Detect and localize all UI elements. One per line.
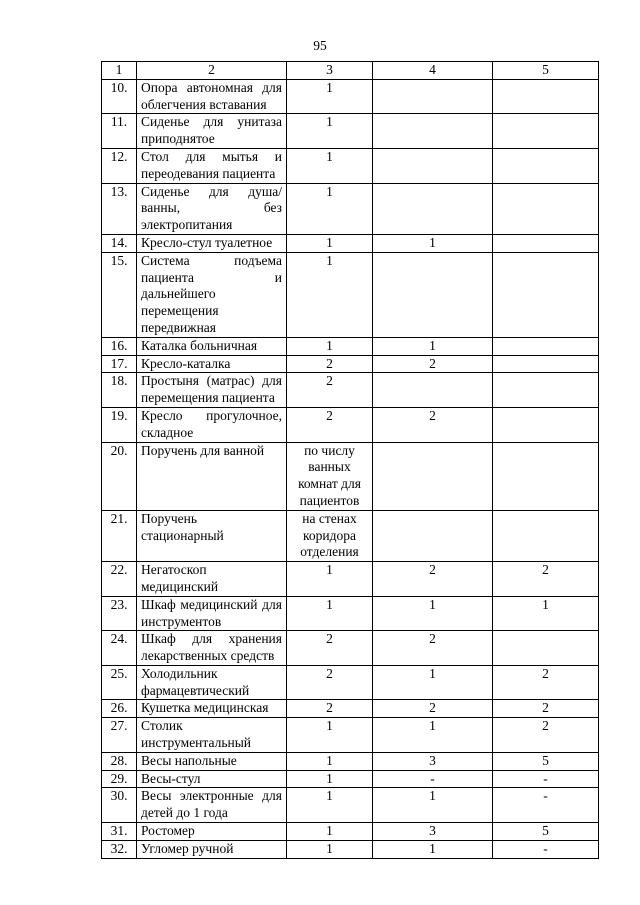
quantity-col4 [373, 114, 493, 149]
table-row [102, 114, 599, 149]
quantity-col5: 2 [493, 700, 599, 718]
item-name: Столик инструментальный [137, 718, 287, 753]
quantity-col4: 1 [373, 665, 493, 700]
quantity-col3: 2 [287, 373, 373, 408]
quantity-col3: 2 [287, 407, 373, 442]
table-row [102, 148, 599, 183]
item-name: Кушетка медицинская [137, 700, 287, 718]
table-row [102, 631, 599, 666]
table-row [102, 252, 599, 337]
quantity-col4: 2 [373, 631, 493, 666]
quantity-col3: на стенах коридора отделения [287, 510, 373, 561]
quantity-col5: 2 [493, 562, 599, 597]
table-row [102, 355, 599, 373]
quantity-col5 [493, 407, 599, 442]
quantity-col5: 5 [493, 752, 599, 770]
quantity-col5 [493, 510, 599, 561]
quantity-col5 [493, 337, 599, 355]
quantity-col5: - [493, 840, 599, 858]
equipment-table [101, 61, 599, 859]
quantity-col5 [493, 234, 599, 252]
row-number: 11. [102, 114, 137, 149]
item-name: Поручень для ванной [137, 442, 287, 510]
quantity-col4: 1 [373, 337, 493, 355]
quantity-col5: 2 [493, 718, 599, 753]
quantity-col4: 3 [373, 752, 493, 770]
column-header: 2 [137, 62, 287, 80]
quantity-col4 [373, 373, 493, 408]
item-name: Сиденье для унитаза приподнятое [137, 114, 287, 149]
quantity-col3: 1 [287, 752, 373, 770]
item-name: Сиденье для душа/ванны, без электропитания [137, 183, 287, 234]
quantity-col3: 2 [287, 700, 373, 718]
row-number: 31. [102, 823, 137, 841]
quantity-col3: 1 [287, 770, 373, 788]
quantity-col4: 1 [373, 596, 493, 631]
table-header-row [102, 62, 599, 80]
quantity-col4: 2 [373, 355, 493, 373]
row-number: 14. [102, 234, 137, 252]
row-number: 28. [102, 752, 137, 770]
quantity-col3: 1 [287, 840, 373, 858]
table-row [102, 337, 599, 355]
row-number: 29. [102, 770, 137, 788]
quantity-col4 [373, 442, 493, 510]
column-header: 3 [287, 62, 373, 80]
item-name: Холодильник фармацевтический [137, 665, 287, 700]
quantity-col3: 1 [287, 79, 373, 114]
quantity-col3: 1 [287, 823, 373, 841]
quantity-col3: 1 [287, 337, 373, 355]
quantity-col3: 2 [287, 355, 373, 373]
quantity-col5: - [493, 788, 599, 823]
item-name: Шкаф медицинский для инструментов [137, 596, 287, 631]
row-number: 16. [102, 337, 137, 355]
quantity-col5 [493, 114, 599, 149]
quantity-col5 [493, 79, 599, 114]
table-row [102, 373, 599, 408]
quantity-col4: 1 [373, 234, 493, 252]
table-row [102, 510, 599, 561]
table-row [102, 788, 599, 823]
quantity-col3: 2 [287, 631, 373, 666]
table-row [102, 183, 599, 234]
table-row [102, 407, 599, 442]
item-name: Опора автономная для облегчения вставания [137, 79, 287, 114]
item-name: Угломер ручной [137, 840, 287, 858]
quantity-col3: 1 [287, 148, 373, 183]
table-row [102, 840, 599, 858]
quantity-col4: 3 [373, 823, 493, 841]
quantity-col3: 1 [287, 183, 373, 234]
item-name: Поручень стационарный [137, 510, 287, 561]
table-row [102, 700, 599, 718]
table-row [102, 234, 599, 252]
table-row [102, 718, 599, 753]
quantity-col5 [493, 631, 599, 666]
quantity-col4: 1 [373, 718, 493, 753]
quantity-col5 [493, 148, 599, 183]
quantity-col3: 1 [287, 252, 373, 337]
table-row [102, 562, 599, 597]
row-number: 21. [102, 510, 137, 561]
quantity-col3: 2 [287, 665, 373, 700]
quantity-col4: 2 [373, 700, 493, 718]
quantity-col3: 1 [287, 114, 373, 149]
quantity-col4: 2 [373, 407, 493, 442]
row-number: 26. [102, 700, 137, 718]
row-number: 25. [102, 665, 137, 700]
item-name: Кресло-стул туалетное [137, 234, 287, 252]
table-row [102, 79, 599, 114]
quantity-col4: - [373, 770, 493, 788]
item-name: Каталка больничная [137, 337, 287, 355]
item-name: Шкаф для хранения лекарственных средств [137, 631, 287, 666]
quantity-col4 [373, 252, 493, 337]
row-number: 23. [102, 596, 137, 631]
quantity-col5: 2 [493, 665, 599, 700]
quantity-col5 [493, 252, 599, 337]
quantity-col3: 1 [287, 788, 373, 823]
item-name: Весы-стул [137, 770, 287, 788]
row-number: 18. [102, 373, 137, 408]
quantity-col5: 1 [493, 596, 599, 631]
column-header: 4 [373, 62, 493, 80]
table-row [102, 596, 599, 631]
quantity-col5 [493, 183, 599, 234]
row-number: 22. [102, 562, 137, 597]
quantity-col3: 1 [287, 596, 373, 631]
item-name: Весы электронные для детей до 1 года [137, 788, 287, 823]
page-number: 95 [313, 38, 327, 53]
quantity-col4: 1 [373, 788, 493, 823]
column-header: 1 [102, 62, 137, 80]
table-row [102, 752, 599, 770]
item-name: Ростомер [137, 823, 287, 841]
row-number: 10. [102, 79, 137, 114]
row-number: 27. [102, 718, 137, 753]
row-number: 13. [102, 183, 137, 234]
quantity-col3: 1 [287, 234, 373, 252]
row-number: 24. [102, 631, 137, 666]
quantity-col3: 1 [287, 718, 373, 753]
row-number: 12. [102, 148, 137, 183]
quantity-col4: 1 [373, 840, 493, 858]
table-row [102, 770, 599, 788]
column-header: 5 [493, 62, 599, 80]
table-row [102, 442, 599, 510]
quantity-col5: 5 [493, 823, 599, 841]
item-name: Простыня (матрас) для перемещения пациента [137, 373, 287, 408]
row-number: 15. [102, 252, 137, 337]
quantity-col4 [373, 183, 493, 234]
item-name: Весы напольные [137, 752, 287, 770]
quantity-col5: - [493, 770, 599, 788]
row-number: 32. [102, 840, 137, 858]
quantity-col5 [493, 442, 599, 510]
quantity-col4: 2 [373, 562, 493, 597]
table-row [102, 823, 599, 841]
quantity-col4 [373, 79, 493, 114]
quantity-col3: 1 [287, 562, 373, 597]
row-number: 20. [102, 442, 137, 510]
item-name: Стол для мытья и переодевания пациента [137, 148, 287, 183]
quantity-col4 [373, 510, 493, 561]
row-number: 19. [102, 407, 137, 442]
row-number: 17. [102, 355, 137, 373]
quantity-col4 [373, 148, 493, 183]
item-name: Негатоскоп медицинский [137, 562, 287, 597]
quantity-col3: по числу ванных комнат для пациентов [287, 442, 373, 510]
item-name: Система подъема пациента и дальнейшего перемещения передвижная [137, 252, 287, 337]
quantity-col5 [493, 373, 599, 408]
table-row [102, 665, 599, 700]
row-number: 30. [102, 788, 137, 823]
item-name: Кресло прогулочное, складное [137, 407, 287, 442]
item-name: Кресло-каталка [137, 355, 287, 373]
quantity-col5 [493, 355, 599, 373]
